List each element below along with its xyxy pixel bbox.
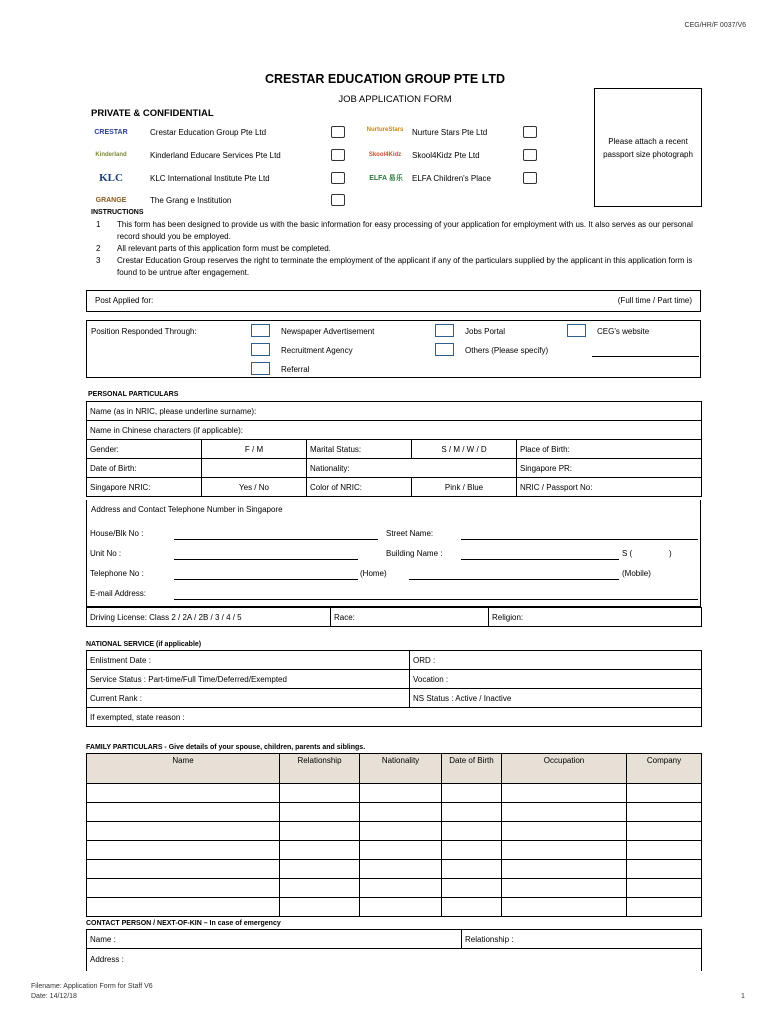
company-crestar-checkbox[interactable] bbox=[331, 126, 345, 138]
national-service-table bbox=[86, 650, 702, 727]
company-klc-checkbox[interactable] bbox=[331, 172, 345, 184]
website-checkbox[interactable] bbox=[567, 324, 586, 337]
nric-color-field[interactable]: Pink / Blue bbox=[412, 478, 517, 497]
dob-field[interactable] bbox=[202, 459, 307, 478]
telephone-label: Telephone No : bbox=[90, 569, 144, 578]
street-label: Street Name: bbox=[386, 529, 434, 538]
crestar-logo: CRESTAR bbox=[94, 128, 128, 136]
home-phone-input[interactable] bbox=[174, 579, 358, 580]
religion-field[interactable]: Religion: bbox=[489, 608, 702, 627]
house-input[interactable] bbox=[174, 539, 378, 540]
gender-field[interactable]: F / M bbox=[202, 440, 307, 459]
instruction-text: All relevant parts of this application form must be completed. bbox=[117, 244, 331, 253]
street-input[interactable] bbox=[461, 539, 698, 540]
contact-relationship-field[interactable]: Relationship : bbox=[462, 930, 702, 949]
dob-label: Date of Birth: bbox=[87, 459, 202, 478]
jobs-portal-label: Jobs Portal bbox=[465, 327, 506, 336]
family-col-company: Company bbox=[627, 754, 702, 784]
gender-label: Gender: bbox=[87, 440, 202, 459]
photo-instruction: Please attach a recent passport size photograph bbox=[603, 136, 693, 159]
instruction-number: 3 bbox=[96, 256, 101, 265]
position-responded-label: Position Responded Through: bbox=[91, 327, 197, 336]
building-input[interactable] bbox=[461, 559, 619, 560]
unit-input[interactable] bbox=[174, 559, 358, 560]
exemption-reason-field[interactable]: If exempted, state reason : bbox=[87, 708, 702, 727]
website-label: CEG's website bbox=[597, 327, 650, 336]
instruction-number: 1 bbox=[96, 220, 101, 229]
company-grange-checkbox[interactable] bbox=[331, 194, 345, 206]
race-field[interactable]: Race: bbox=[331, 608, 489, 627]
company-klc-label: KLC International Institute Pte Ltd bbox=[150, 174, 270, 183]
company-title: CRESTAR EDUCATION GROUP PTE LTD bbox=[264, 72, 506, 86]
instruction-item bbox=[96, 255, 706, 279]
table-row bbox=[87, 898, 702, 917]
recruitment-agency-checkbox[interactable] bbox=[251, 343, 270, 356]
singapore-pr-field[interactable]: Singapore PR: bbox=[517, 459, 702, 478]
company-kinderland-checkbox[interactable] bbox=[331, 149, 345, 161]
company-elfa-checkbox[interactable] bbox=[523, 172, 537, 184]
instruction-item bbox=[96, 243, 706, 255]
jobs-portal-checkbox[interactable] bbox=[435, 324, 454, 337]
unit-label: Unit No : bbox=[90, 549, 122, 558]
address-heading: Address and Contact Telephone Number in Singapore bbox=[91, 505, 283, 514]
service-status-field[interactable]: Service Status : Part-time/Full Time/Deferred/Exempted bbox=[87, 670, 410, 689]
company-skool-checkbox[interactable] bbox=[523, 149, 537, 161]
referral-checkbox[interactable] bbox=[251, 362, 270, 375]
skool4kidz-logo: Skool4Kidz bbox=[368, 152, 402, 158]
klc-logo: KLC bbox=[99, 172, 123, 184]
instruction-text: Crestar Education Group reserves the right to terminate the employment of the applicant if any of the particulars supplied by the applicant in this application form is found to be untrue after engagement. bbox=[117, 256, 693, 277]
postal-code-label: S ( bbox=[622, 549, 633, 558]
ord-field[interactable]: ORD : bbox=[410, 651, 702, 670]
driving-race-religion-row bbox=[86, 607, 702, 627]
email-label: E-mail Address: bbox=[90, 589, 147, 598]
national-service-heading: NATIONAL SERVICE (if applicable) bbox=[86, 641, 202, 648]
others-label: Others (Please specify) bbox=[465, 346, 549, 355]
page-number: 1 bbox=[741, 993, 745, 1000]
nurture-stars-logo: NurtureStars bbox=[366, 127, 404, 133]
newspaper-checkbox[interactable] bbox=[251, 324, 270, 337]
vocation-field[interactable]: Vocation : bbox=[410, 670, 702, 689]
building-label: Building Name : bbox=[386, 549, 443, 558]
contact-address-field[interactable]: Address : bbox=[87, 949, 702, 971]
company-crestar-label: Crestar Education Group Pte Ltd bbox=[150, 128, 267, 137]
personal-particulars-table bbox=[86, 401, 702, 497]
family-col-dob: Date of Birth bbox=[442, 754, 502, 784]
elfa-logo: ELFA 易乐 bbox=[369, 175, 403, 182]
house-label: House/Blk No : bbox=[90, 529, 144, 538]
newspaper-label: Newspaper Advertisement bbox=[281, 327, 375, 336]
instructions-heading: INSTRUCTIONS bbox=[91, 209, 144, 216]
marital-status-label: Marital Status: bbox=[307, 440, 412, 459]
photo-box bbox=[594, 88, 702, 207]
table-row bbox=[87, 841, 702, 860]
post-applied-label: Post Applied for: bbox=[95, 296, 154, 305]
family-col-nationality: Nationality bbox=[360, 754, 442, 784]
others-specify-line[interactable] bbox=[592, 356, 699, 357]
instruction-number: 2 bbox=[96, 244, 101, 253]
post-applied-field[interactable] bbox=[86, 290, 701, 312]
contact-name-field[interactable]: Name : bbox=[87, 930, 462, 949]
instruction-text: This form has been designed to provide us with the basic information for easy processing of your application for employment with us. It also serves as our personal record should you be employed. bbox=[117, 220, 693, 241]
company-grange-label: The Grang e Institution bbox=[150, 196, 232, 205]
employment-type-label: (Full time / Part time) bbox=[617, 296, 692, 305]
name-field[interactable]: Name (as in NRIC, please underline surname): bbox=[87, 402, 702, 421]
nric-field[interactable]: Yes / No bbox=[202, 478, 307, 497]
others-checkbox[interactable] bbox=[435, 343, 454, 356]
table-row bbox=[87, 860, 702, 879]
ns-status-field[interactable]: NS Status : Active / Inactive bbox=[410, 689, 702, 708]
postal-code-close: ) bbox=[669, 549, 672, 558]
passport-field[interactable]: NRIC / Passport No: bbox=[517, 478, 702, 497]
company-nurture-label: Nurture Stars Pte Ltd bbox=[412, 128, 488, 137]
table-row bbox=[87, 879, 702, 898]
family-col-occupation: Occupation bbox=[502, 754, 627, 784]
table-row bbox=[87, 784, 702, 803]
company-nurture-checkbox[interactable] bbox=[523, 126, 537, 138]
instruction-item bbox=[96, 219, 706, 243]
footer-date: Date: 14/12/18 bbox=[31, 993, 77, 1000]
marital-status-field[interactable]: S / M / W / D bbox=[412, 440, 517, 459]
table-row bbox=[87, 822, 702, 841]
contact-person-heading: CONTACT PERSON / NEXT-OF-KIN – In case of emergency bbox=[86, 920, 281, 927]
kinderland-logo: Kinderland bbox=[95, 152, 127, 158]
recruitment-agency-label: Recruitment Agency bbox=[281, 346, 353, 355]
document-code: CEG/HR/F 0037/V6 bbox=[684, 22, 746, 29]
family-particulars-table bbox=[86, 753, 702, 917]
company-skool-label: Skool4Kidz Pte Ltd bbox=[412, 151, 480, 160]
chinese-name-field[interactable]: Name in Chinese characters (if applicable): bbox=[87, 421, 702, 440]
place-of-birth-field[interactable]: Place of Birth: bbox=[517, 440, 702, 459]
mobile-label: (Mobile) bbox=[622, 569, 651, 578]
company-kinderland-label: Kinderland Educare Services Pte Ltd bbox=[150, 151, 281, 160]
enlistment-date-field[interactable]: Enlistment Date : bbox=[87, 651, 410, 670]
company-elfa-label: ELFA Children's Place bbox=[412, 174, 491, 183]
form-title: JOB APPLICATION FORM bbox=[338, 94, 452, 105]
current-rank-field[interactable]: Current Rank : bbox=[87, 689, 410, 708]
family-col-name: Name bbox=[87, 754, 280, 784]
nationality-field[interactable]: Nationality: bbox=[307, 459, 517, 478]
grange-logo: GRANGE bbox=[95, 196, 127, 204]
contact-person-table bbox=[86, 929, 702, 971]
nric-color-label: Color of NRIC: bbox=[307, 478, 412, 497]
mobile-phone-input[interactable] bbox=[409, 579, 619, 580]
personal-particulars-heading: PERSONAL PARTICULARS bbox=[88, 391, 179, 398]
driving-license-field[interactable]: Driving License: Class 2 / 2A / 2B / 3 / 4 / 5 bbox=[87, 608, 331, 627]
email-input[interactable] bbox=[174, 599, 698, 600]
home-label: (Home) bbox=[360, 569, 387, 578]
referral-label: Referral bbox=[281, 365, 310, 374]
family-col-relationship: Relationship bbox=[280, 754, 360, 784]
family-particulars-heading: FAMILY PARTICULARS - Give details of your spouse, children, parents and siblings. bbox=[86, 744, 366, 751]
table-row bbox=[87, 803, 702, 822]
confidential-label: PRIVATE & CONFIDENTIAL bbox=[91, 108, 214, 119]
footer-filename: Filename: Application Form for Staff V6 bbox=[31, 983, 153, 990]
nric-label: Singapore NRIC: bbox=[87, 478, 202, 497]
